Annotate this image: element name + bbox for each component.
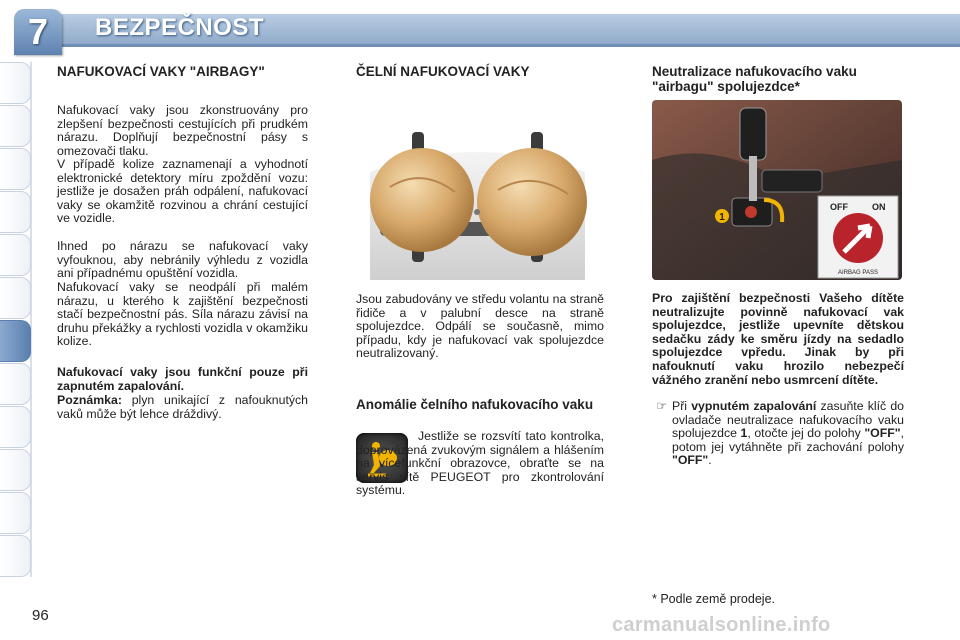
on-label: ON — [872, 202, 886, 212]
instr-ignition-off: vypnutém zapalování — [691, 399, 817, 413]
instr-pre: Při — [672, 399, 692, 413]
note-text: plyn unikající z nafouknutých vaků může být lehce dráždivý. — [57, 393, 308, 421]
side-tab-11[interactable] — [0, 492, 31, 534]
instr-mid2: , otočte jej do polohy — [747, 426, 865, 441]
neutralisation-instruction — [652, 400, 904, 468]
airbags-minor-impact-paragraph: Nafukovací vaky se neodpálí při malém nárazu, u kterého k zajištění bezpečnosti stačí bezpečnostní pás. Síla nárazu závisí na druhu překážky a rychlosti vozidla v okamžiku kolize. — [57, 280, 308, 349]
instr-num: 1 — [740, 426, 748, 441]
side-tab-5[interactable] — [0, 234, 31, 276]
airbag-pass-label: AIRBAG PASS — [838, 270, 878, 276]
airbags-deflation-paragraph: Ihned po nárazu se nafukovací vaky vyfouknou, aby nebránily výhledu z vozidla ani případnému opuštění vozidla. — [57, 239, 308, 281]
side-tab-7-active[interactable] — [0, 320, 31, 362]
hand-pointer-icon: ☞ — [656, 399, 668, 413]
airbags-intro-paragraph: Nafukovací vaky jsou zkonstruovány pro zlepšení bezpečnosti cestujících při prudkém nárazu. Doplňují bezpečnostní pásy s omezovači tlaku. — [57, 103, 308, 158]
airbags-deployment-paragraph: V případě kolize zaznamenají a vyhodnotí elektronické detektory míru zpoždění vozu: jestliže je dosažen práh odpálení, nafukovací vaky se okamžitě rozvinou a chrání cestující ve vozidle. — [57, 157, 308, 226]
child-seat-warning-paragraph: Pro zajištění bezpečnosti Vašeho dítěte neutralizujte povinně nafukovací vak spolujezdce, jestliže upevníte dětskou sedačku zády ke směru jízdy na sedadlo spolujezdce vpředu. Jinak by při nafouknutí vaku hrozilo nebezpečí vážného zranění nebo usmrcení dítěte. — [652, 291, 904, 387]
note-label: Poznámka: — [57, 393, 122, 407]
page-title: BEZPEČNOST — [95, 14, 265, 41]
airbags-gas-note — [57, 394, 308, 421]
front-airbags-title: ČELNÍ NAFUKOVACÍ VAKY — [356, 64, 530, 79]
side-tab-6[interactable] — [0, 277, 31, 319]
watermark: carmanualsonline.info — [612, 614, 831, 636]
passenger-airbag-neutralisation-title: Neutralizace nafukovacího vaku "airbagu" spolujezdce* — [652, 64, 857, 94]
side-tab-2[interactable] — [0, 105, 31, 147]
side-index-tabs — [0, 62, 32, 582]
front-airbags-paragraph: Jsou zabudovány ve středu volantu na straně řidiče a v palubní desce na straně spolujezdce. Odpálí se současně, mimo případu, kdy je nafukovací vak spolujezdce neutralizovaný. — [356, 292, 604, 361]
footnote: * Podle země prodeje. — [652, 592, 775, 606]
instr-mid3: , potom jej vytáhněte při zachování polohy — [672, 426, 904, 454]
off-label: OFF — [830, 202, 848, 212]
instr-off-1: "OFF" — [864, 426, 901, 441]
side-tab-1[interactable] — [0, 62, 31, 104]
side-tab-3[interactable] — [0, 148, 31, 190]
chapter-tab — [14, 9, 62, 55]
chapter-number: 7 — [27, 11, 49, 52]
instr-mid1: zasuňte klíč do ovladače neutralizace nafukovacího vaku spolujezdce — [672, 399, 905, 441]
airbag-anomaly-paragraph: Jestliže se rozsvítí tato kontrolka, doprovázená zvukovým signálem a hlášením na vícefunkční obrazovce, obraťte se na servis sítě PEUGEOT pro zkontrolování systému. — [356, 429, 604, 498]
side-tab-4[interactable] — [0, 191, 31, 233]
page-number: 96 — [32, 607, 49, 624]
airbags-section-title: NAFUKOVACÍ VAKY "AIRBAGY" — [57, 64, 265, 79]
side-tab-12[interactable] — [0, 535, 31, 577]
header-underline — [55, 44, 960, 47]
instr-off-2: "OFF" — [672, 453, 709, 468]
side-tab-9[interactable] — [0, 406, 31, 448]
instr-end: . — [708, 453, 712, 468]
airbags-ignition-note: Nafukovací vaky jsou funkční pouze při zapnutém zapalování. — [57, 365, 308, 393]
side-tab-8[interactable] — [0, 363, 31, 405]
airbag-anomaly-title: Anomálie čelního nafukovacího vaku — [356, 397, 594, 412]
airbag-switch-photo — [652, 100, 902, 280]
switch-marker-1: 1 — [719, 212, 725, 223]
side-tab-10[interactable] — [0, 449, 31, 491]
front-airbags-illustration — [350, 112, 605, 280]
